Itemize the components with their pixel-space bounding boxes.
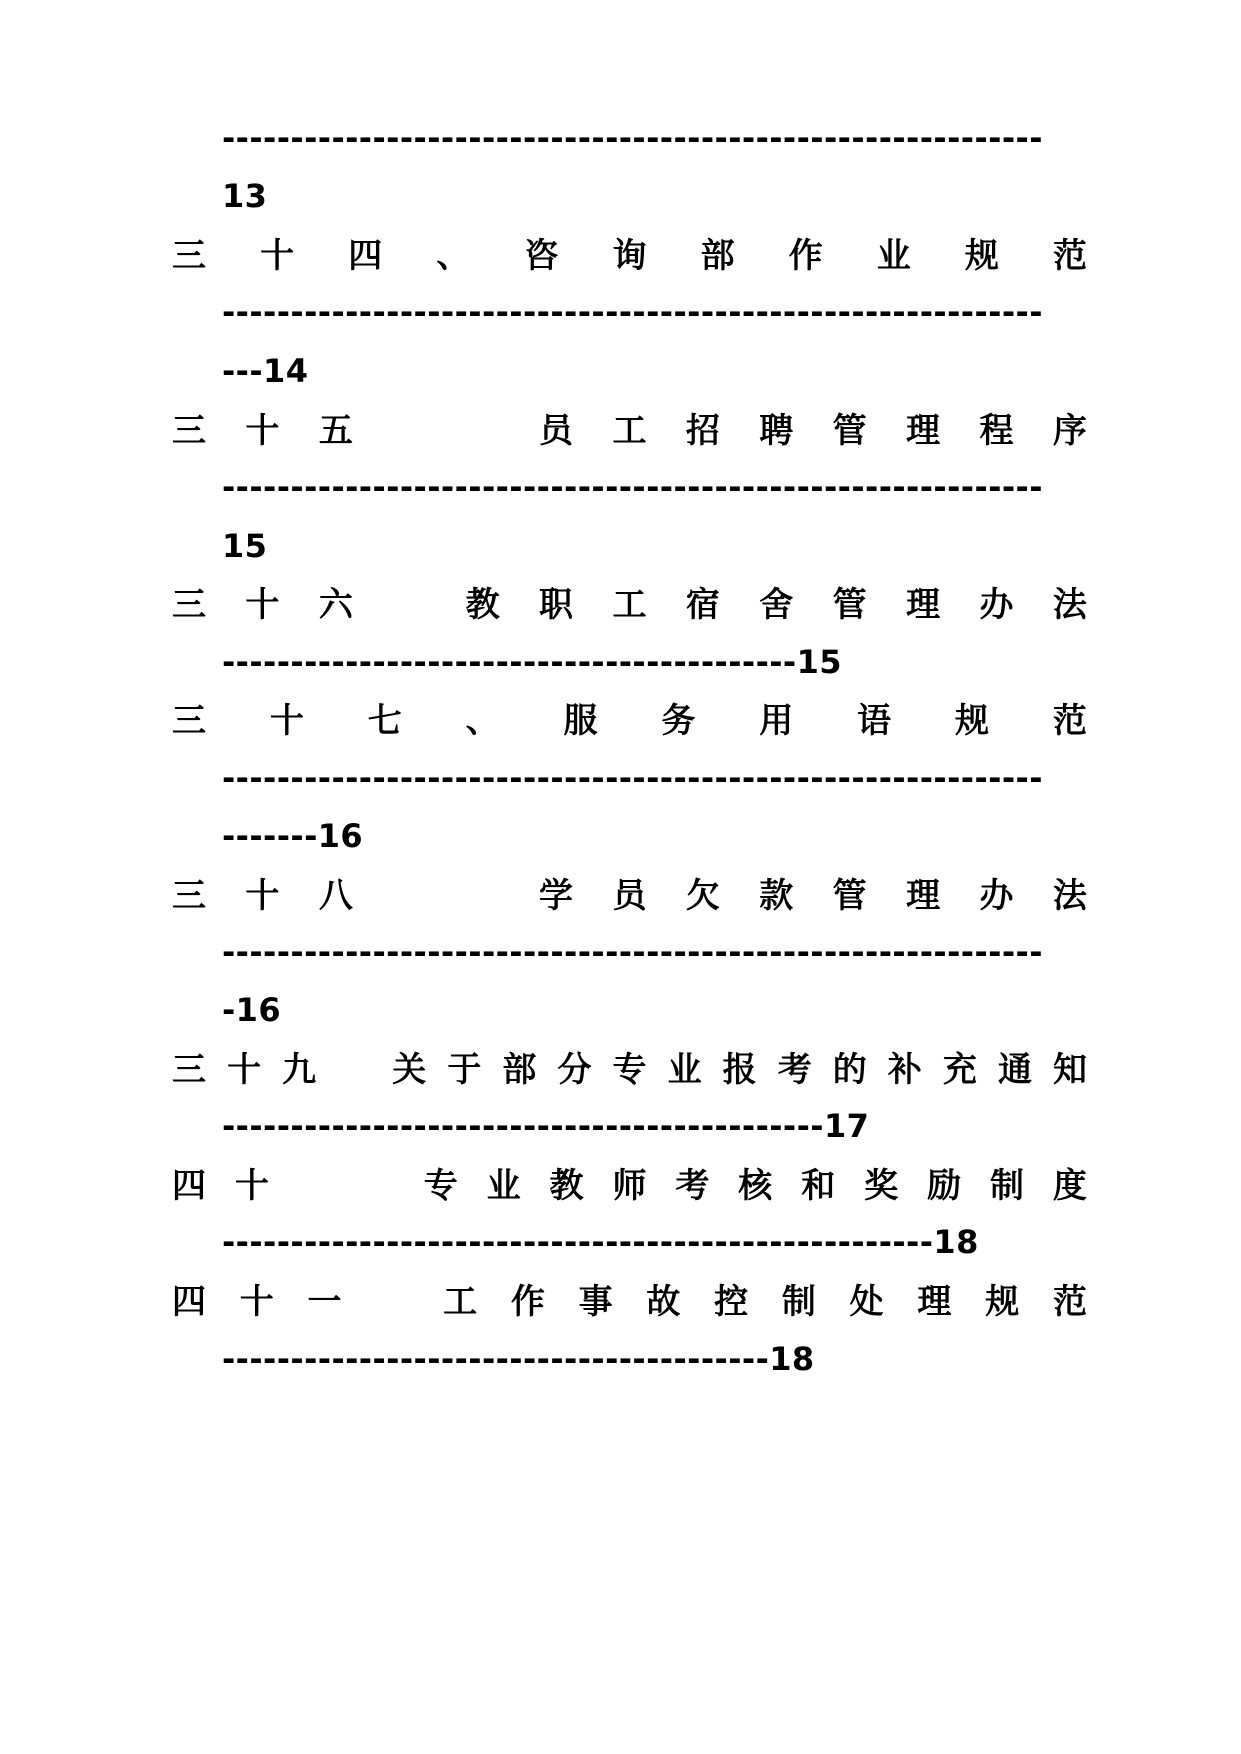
title-char: 四 bbox=[172, 1282, 206, 1322]
title-char: 十 bbox=[245, 411, 280, 451]
title-spacer bbox=[466, 876, 500, 916]
title-char: 理 bbox=[906, 585, 941, 625]
title-char: 充 bbox=[942, 1050, 977, 1090]
title-char: 理 bbox=[917, 1282, 952, 1322]
title-char: 作 bbox=[510, 1282, 545, 1322]
title-char: 用 bbox=[759, 701, 794, 741]
title-char: 专 bbox=[612, 1050, 647, 1090]
title-char: 十 bbox=[245, 876, 280, 916]
title-char: 于 bbox=[447, 1050, 482, 1090]
title-char: 聘 bbox=[759, 411, 794, 451]
title-char: 六 bbox=[318, 585, 353, 625]
title-char: 三 bbox=[172, 236, 206, 276]
title-char: 管 bbox=[832, 411, 867, 451]
toc-leader: ------------------------------------------------------------ bbox=[222, 759, 1043, 797]
title-char: 教 bbox=[465, 585, 500, 625]
toc-entry-38-title[interactable] bbox=[172, 876, 1087, 916]
title-char: 员 bbox=[539, 411, 574, 451]
title-char: 管 bbox=[832, 585, 867, 625]
title-char: 通 bbox=[997, 1050, 1032, 1090]
title-char: 程 bbox=[979, 411, 1014, 451]
title-char: 服 bbox=[563, 701, 598, 741]
title-char: 办 bbox=[979, 876, 1014, 916]
title-char: 控 bbox=[714, 1282, 749, 1322]
title-char: 、 bbox=[465, 701, 500, 741]
title-char: 十 bbox=[227, 1050, 262, 1090]
title-char: 五 bbox=[318, 411, 353, 451]
title-char: 四 bbox=[172, 1166, 206, 1206]
title-spacer bbox=[361, 1166, 395, 1206]
toc-entry-35-title[interactable] bbox=[172, 411, 1087, 451]
title-char: 作 bbox=[788, 236, 823, 276]
title-char: 业 bbox=[876, 236, 911, 276]
title-char: 核 bbox=[738, 1166, 773, 1206]
title-char: 知 bbox=[1053, 1050, 1087, 1090]
title-char: 员 bbox=[612, 876, 647, 916]
title-char: 师 bbox=[612, 1166, 647, 1206]
toc-page-number: -16 bbox=[222, 991, 282, 1029]
title-char: 部 bbox=[502, 1050, 537, 1090]
title-char: 十 bbox=[234, 1166, 269, 1206]
title-char: 工 bbox=[612, 411, 647, 451]
title-char: 范 bbox=[1052, 1282, 1087, 1322]
toc-leader: --------------------------------------------17 bbox=[222, 1107, 870, 1145]
title-spacer bbox=[392, 411, 426, 451]
title-char: 语 bbox=[857, 701, 892, 741]
toc-entry-40-title[interactable] bbox=[172, 1166, 1087, 1206]
toc-page-number: 13 bbox=[222, 177, 268, 215]
title-char: 一 bbox=[307, 1282, 342, 1322]
title-char: 励 bbox=[927, 1166, 962, 1206]
title-char: 报 bbox=[722, 1050, 757, 1090]
toc-leader: ------------------------------------------------------------ bbox=[222, 933, 1043, 971]
title-char: 处 bbox=[849, 1282, 884, 1322]
title-char: 的 bbox=[832, 1050, 867, 1090]
toc-entry-34-title[interactable] bbox=[172, 236, 1087, 276]
title-char: 职 bbox=[539, 585, 574, 625]
title-char: 四 bbox=[348, 236, 383, 276]
toc-page-number: ---14 bbox=[222, 352, 309, 390]
title-char: 故 bbox=[646, 1282, 681, 1322]
title-char: 管 bbox=[832, 876, 867, 916]
toc-entry-37-title[interactable] bbox=[172, 701, 1087, 741]
title-char: 制 bbox=[781, 1282, 816, 1322]
title-char: 分 bbox=[557, 1050, 592, 1090]
title-spacer bbox=[392, 876, 426, 916]
title-spacer bbox=[298, 1166, 332, 1206]
title-char: 规 bbox=[964, 236, 999, 276]
title-char: 部 bbox=[700, 236, 735, 276]
title-spacer bbox=[337, 1050, 371, 1090]
title-char: 三 bbox=[172, 585, 206, 625]
title-char: 度 bbox=[1052, 1166, 1087, 1206]
title-char: 三 bbox=[172, 701, 206, 741]
title-char: 理 bbox=[906, 411, 941, 451]
title-char: 欠 bbox=[685, 876, 720, 916]
title-char: 十 bbox=[269, 701, 304, 741]
title-char: 教 bbox=[549, 1166, 584, 1206]
title-char: 考 bbox=[675, 1166, 710, 1206]
title-spacer bbox=[466, 411, 500, 451]
title-char: 业 bbox=[486, 1166, 521, 1206]
title-char: 工 bbox=[443, 1282, 478, 1322]
toc-page-number: -------16 bbox=[222, 817, 364, 855]
title-char: 八 bbox=[318, 876, 353, 916]
title-char: 范 bbox=[1052, 701, 1087, 741]
title-char: 十 bbox=[239, 1282, 274, 1322]
title-char: 法 bbox=[1052, 585, 1087, 625]
title-char: 咨 bbox=[524, 236, 559, 276]
title-char: 九 bbox=[282, 1050, 317, 1090]
title-char: 十 bbox=[260, 236, 295, 276]
title-char: 七 bbox=[367, 701, 402, 741]
toc-leader: ----------------------------------------------------18 bbox=[222, 1223, 979, 1261]
toc-page-number: 15 bbox=[222, 527, 268, 565]
title-char: 询 bbox=[612, 236, 647, 276]
title-char: 规 bbox=[955, 701, 989, 741]
toc-entry-36-title[interactable] bbox=[172, 585, 1087, 625]
title-spacer bbox=[392, 585, 426, 625]
title-char: 款 bbox=[759, 876, 794, 916]
toc-leader: ------------------------------------------------------------ bbox=[222, 468, 1043, 506]
title-char: 业 bbox=[667, 1050, 702, 1090]
toc-entry-39-title[interactable] bbox=[172, 1050, 1087, 1090]
title-char: 学 bbox=[539, 876, 574, 916]
title-char: 序 bbox=[1052, 411, 1087, 451]
title-char: 三 bbox=[172, 1050, 206, 1090]
title-char: 办 bbox=[979, 585, 1014, 625]
title-char: 务 bbox=[661, 701, 696, 741]
toc-leader: ------------------------------------------------------------ bbox=[222, 119, 1043, 157]
title-char: 事 bbox=[578, 1282, 613, 1322]
toc-leader: ------------------------------------------------------------ bbox=[222, 293, 1043, 331]
title-char: 规 bbox=[985, 1282, 1020, 1322]
title-char: 奖 bbox=[864, 1166, 899, 1206]
title-char: 制 bbox=[989, 1166, 1024, 1206]
title-char: 舍 bbox=[759, 585, 794, 625]
title-char: 、 bbox=[436, 236, 471, 276]
title-char: 范 bbox=[1052, 236, 1087, 276]
title-char: 招 bbox=[685, 411, 720, 451]
title-char: 关 bbox=[392, 1050, 427, 1090]
title-char: 考 bbox=[777, 1050, 812, 1090]
title-spacer bbox=[375, 1282, 409, 1322]
title-char: 工 bbox=[612, 585, 647, 625]
title-char: 专 bbox=[423, 1166, 458, 1206]
title-char: 十 bbox=[245, 585, 280, 625]
title-char: 三 bbox=[172, 876, 206, 916]
toc-entry-41-title[interactable] bbox=[172, 1282, 1087, 1322]
title-char: 三 bbox=[172, 411, 206, 451]
title-char: 和 bbox=[801, 1166, 836, 1206]
title-char: 理 bbox=[906, 876, 941, 916]
toc-leader: ------------------------------------------15 bbox=[222, 643, 842, 681]
title-char: 补 bbox=[887, 1050, 922, 1090]
toc-leader: ----------------------------------------18 bbox=[222, 1340, 815, 1378]
title-char: 法 bbox=[1052, 876, 1087, 916]
title-char: 宿 bbox=[685, 585, 720, 625]
